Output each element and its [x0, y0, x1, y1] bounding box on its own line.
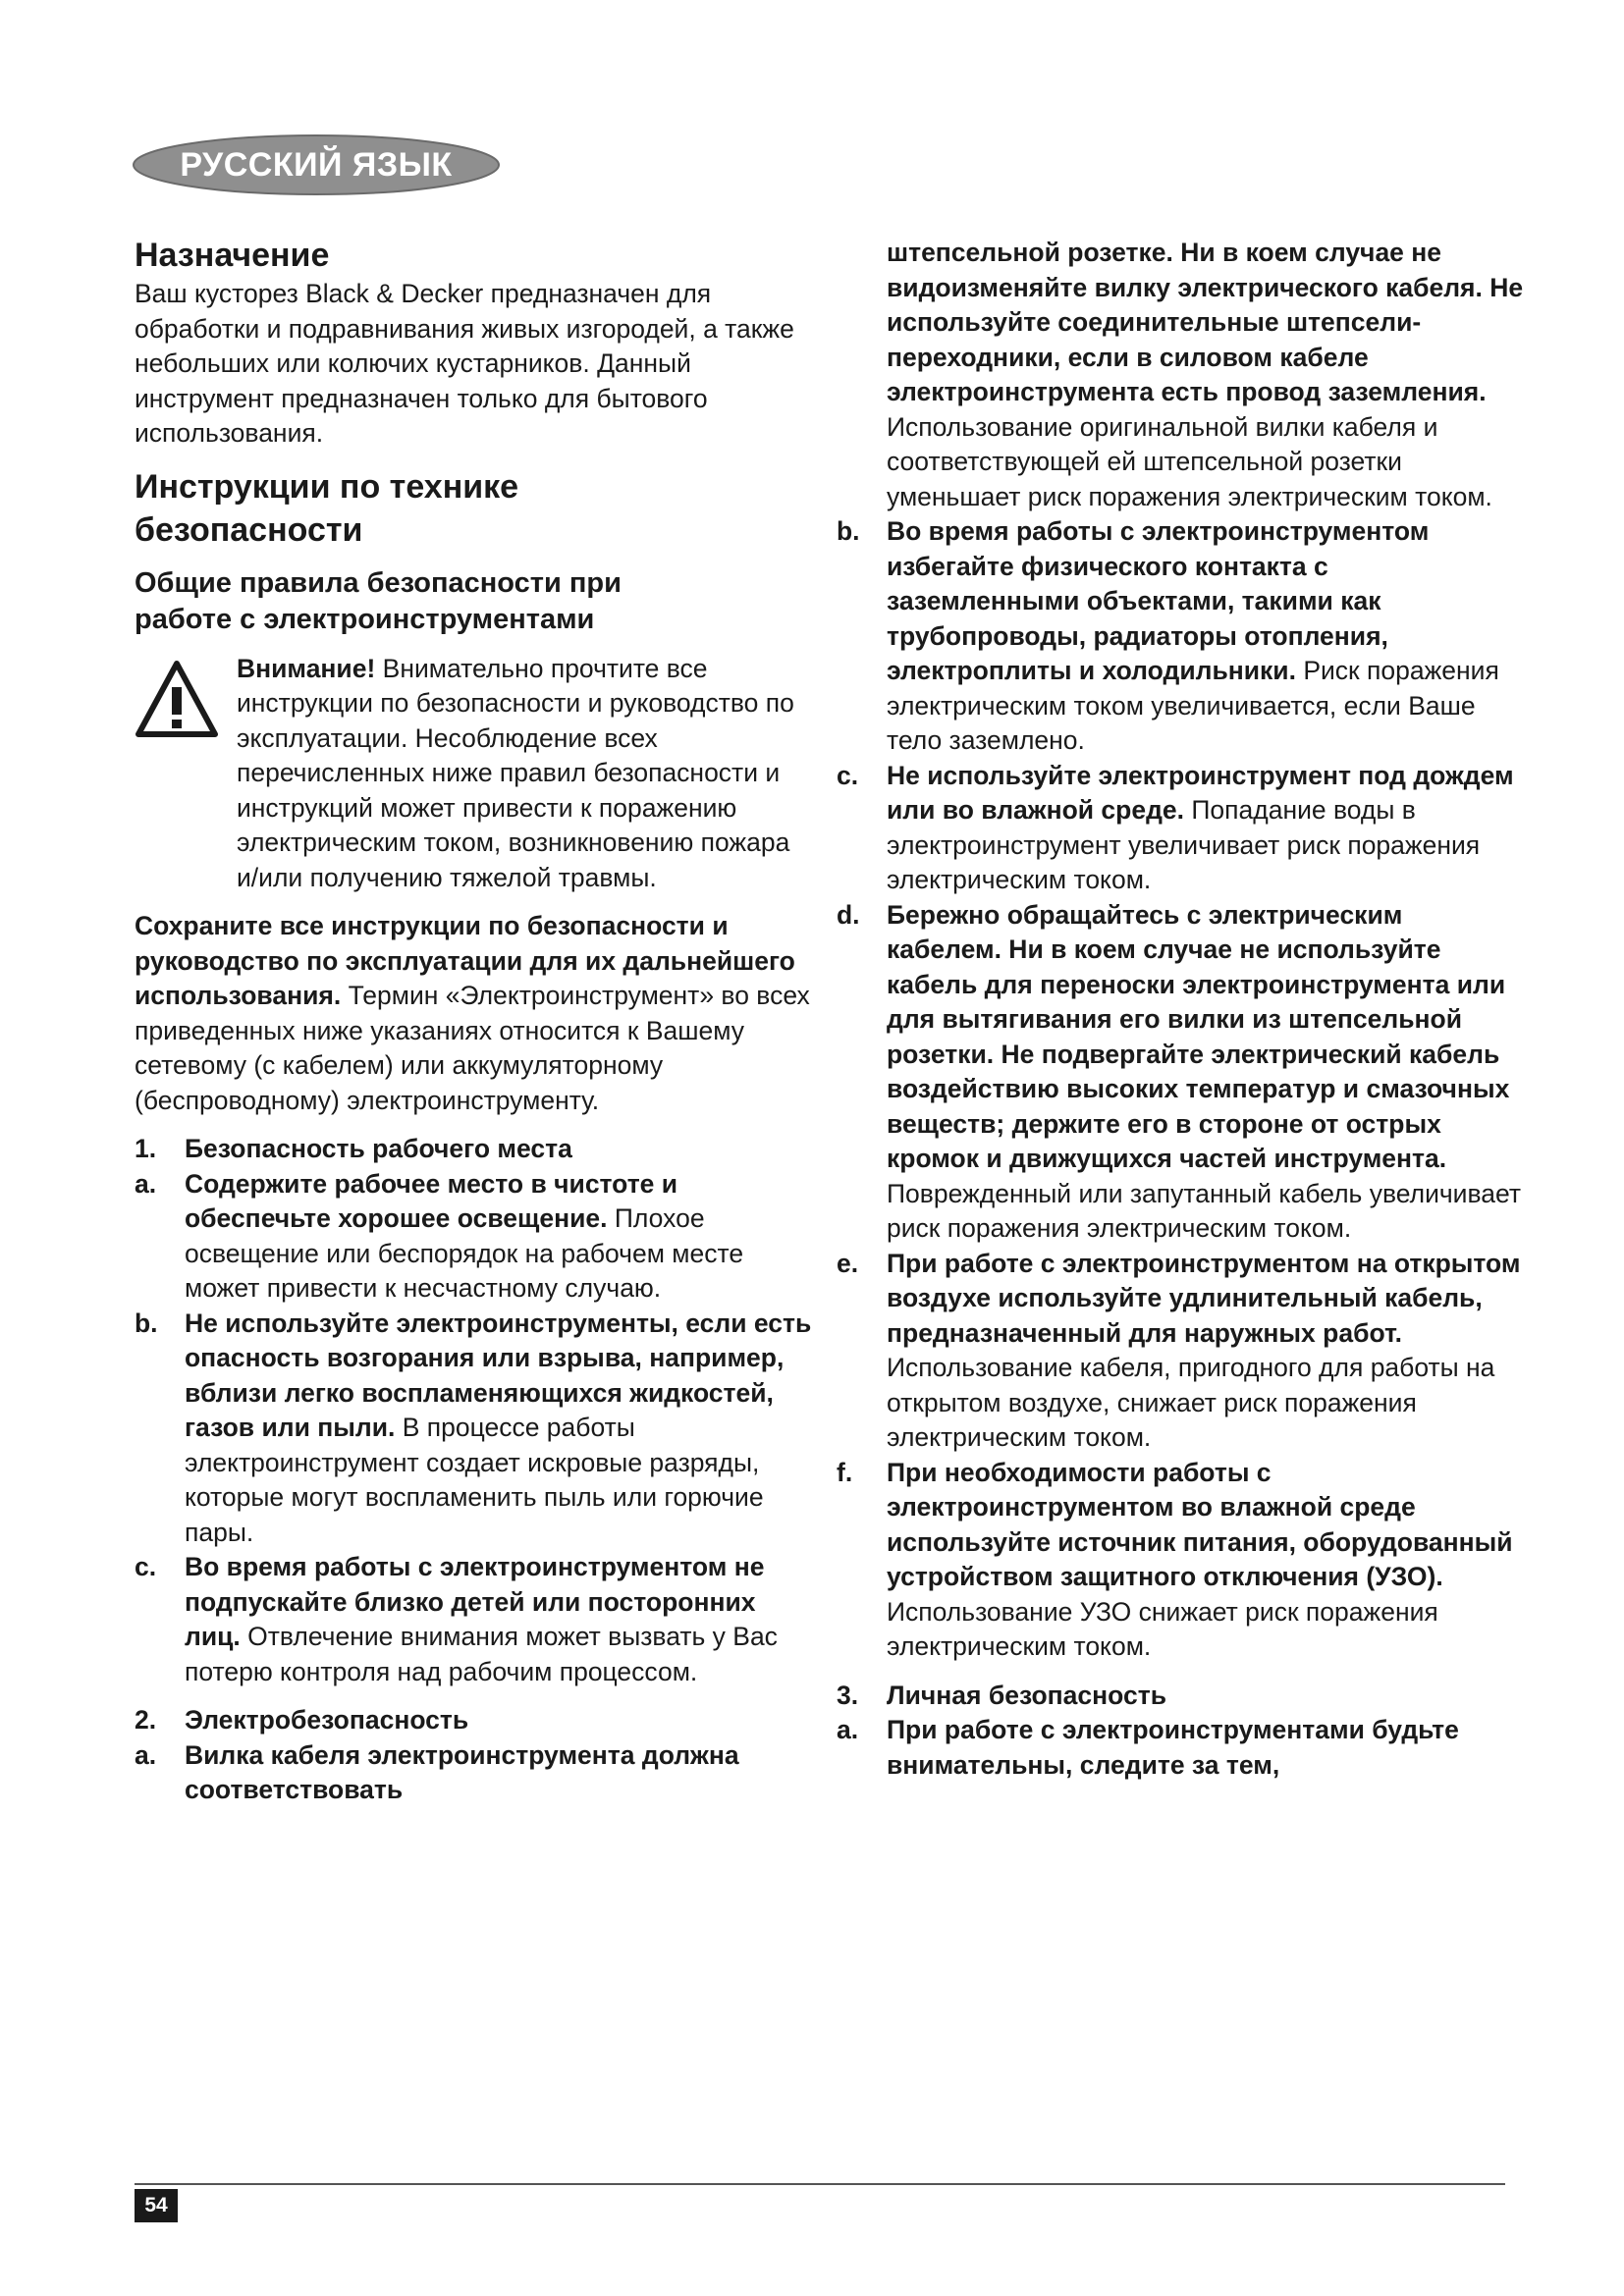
section-1-heading: 1. Безопасность рабочего места: [135, 1134, 572, 1163]
keep-instructions: Сохраните все инструкции по безопасности и руководство по эксплуатации для их дальнейшего использования. Термин «Электроинструмент» во всех приведенных ниже указаниях относится к Вашему сетевому (с кабелем) или аккумуляторному (беспроводному) электроинструменту.: [135, 911, 810, 1115]
warning-triangle-icon: [135, 652, 237, 896]
left-column: [135, 234, 812, 1808]
page-number: 54: [135, 2189, 178, 2222]
right-column: [837, 236, 1524, 1783]
list-item-2e: e. При работе с электроинструментом на открытом воздухе используйте удлинительный кабель, предназначенный для наружных работ. Использование кабеля, пригодного для работы на открытом воздухе, снижает риск поражения электрическим током.: [837, 1248, 1521, 1452]
language-label: РУССКИЙ ЯЗЫК: [180, 146, 453, 184]
list-item-2a: a. Вилка кабеля электроинструмента должна соответствовать: [135, 1739, 739, 1804]
footer-divider: [135, 2183, 1505, 2185]
safety-title-line-2: безопасности: [135, 510, 363, 549]
list-item-2d: d. Бережно обращайтесь с электрическим кабелем. Ни в коем случае не используйте кабель для переноски электроинструмента или для вытягивания его вилки из штепсельной розетки. Не подвергайте электрический кабель воздействию высоких температур и смазочных веществ; держите его в стороне от острых кромок и движущихся частей инструмента. Поврежденный или запутанный кабель увеличивает риск поражения электрическим током.: [837, 899, 1521, 1243]
warning-block: [135, 652, 812, 896]
section-2-heading: 2. Электробезопасность: [135, 1705, 469, 1735]
list-item-2a-continued: штепсельной розетке. Ни в коем случае не видоизменяйте вилку электрического кабеля. Не используйте соединительные штепсели-переходники, если в силовом кабеле электроинструмента есть провод заземления. Использование оригинальной вилки кабеля и соответствующей ей штепсельной розетки уменьшает риск поражения электрическим током.: [887, 238, 1524, 511]
list-item-2f: f. При необходимости работы с электроинструментом во влажной среде используйте источник питания, оборудованный устройством защитного отключения (УЗО). Использование УЗО снижает риск поражения электрическим током.: [837, 1457, 1513, 1661]
language-badge: [132, 133, 501, 196]
safety-title-line-1: Инструкции по технике: [135, 467, 519, 506]
list-item-1c: c. Во время работы с электроинструментом не подпускайте близко детей или посторонних лиц. Отвлечение внимания может вызвать у Вас потерю контроля над рабочим процессом.: [135, 1552, 778, 1686]
list-item-2b: b. Во время работы с электроинструментом избегайте физического контакта с заземленными объектами, такими как трубопроводы, радиаторы отопления, электроплиты и холодильники. Риск поражения электрическим током увеличивается, если Ваше тело заземлено.: [837, 516, 1499, 755]
section-3-heading: 3. Личная безопасность: [837, 1680, 1166, 1710]
general-title-line-2: работе с электроинструментами: [135, 603, 595, 635]
list-item-1a: a. Содержите рабочее место в чистоте и обеспечьте хорошее освещение. Плохое освещение или беспорядок на рабочем месте может привести к несчастному случаю.: [135, 1168, 744, 1303]
warning-label: Внимание!: [237, 653, 376, 683]
purpose-text: Ваш кусторез Black & Decker предназначен для обработки и подравнивания живых изгородей, а также небольших или колючих кустарников. Данный инструмент предназначен только для бытового использования.: [135, 279, 794, 448]
purpose-title: Назначение: [135, 237, 330, 274]
list-item-1b: b. Не используйте электроинструменты, если есть опасность возгорания или взрыва, например, вблизи легко воспламеняющихся жидкостей, газов или пыли. В процессе работы электроинструмент создает искровые разряды, которые могут воспламенить пыль или горючие пары.: [135, 1308, 812, 1547]
list-item-2c: c. Не используйте электроинструмент под дождем или во влажной среде. Попадание воды в электроинструмент увеличивает риск поражения электрическим током.: [837, 760, 1514, 894]
warning-text: Внимание! Внимательно прочтите все инструкции по безопасности и руководство по эксплуатации. Несоблюдение всех перечисленных ниже правил безопасности и инструкций может привести к поражению электрическим током, возникновению пожара и/или получению тяжелой травмы.: [237, 653, 794, 892]
general-title-line-1: Общие правила безопасности при: [135, 566, 622, 599]
list-item-3a: a. При работе с электроинструментами будьте внимательны, следите за тем,: [837, 1715, 1459, 1780]
